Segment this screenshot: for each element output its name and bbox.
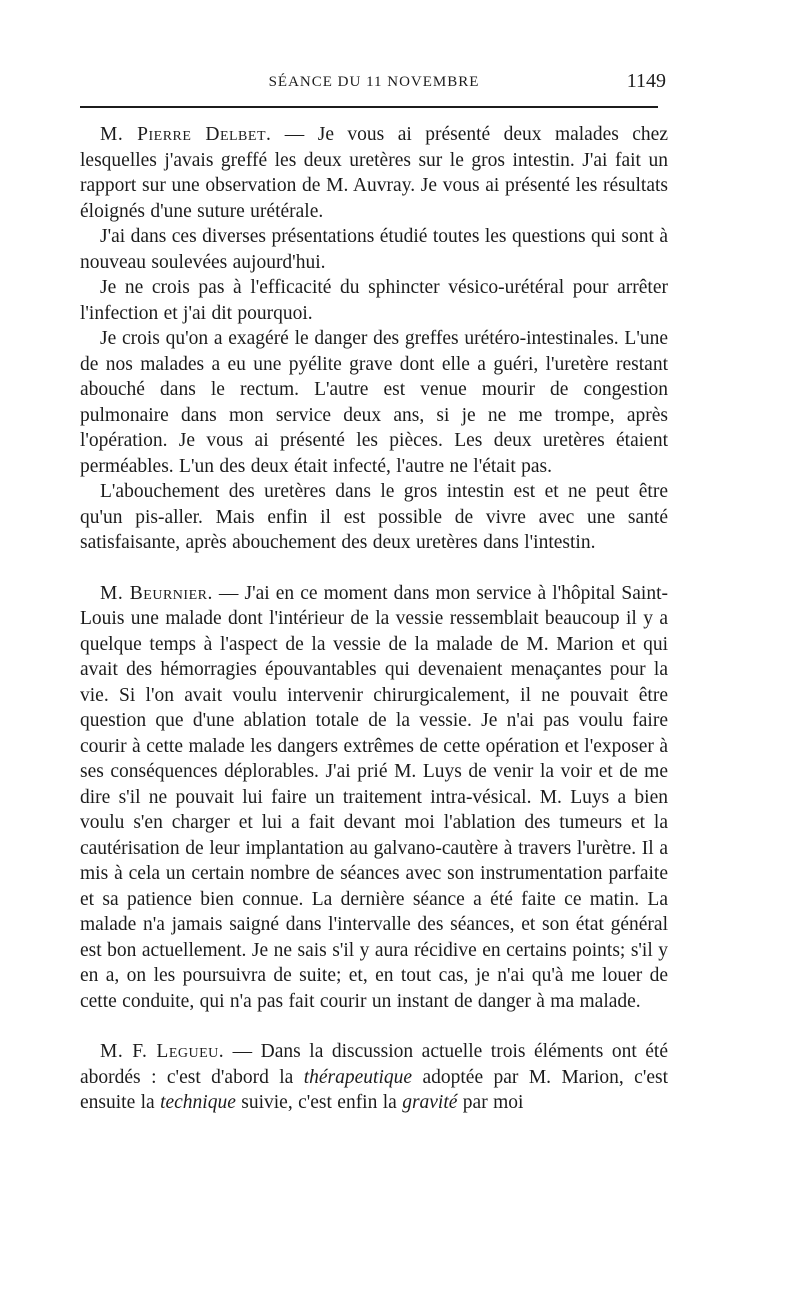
paragraph-text: Je ne crois pas à l'efficacité du sphincter vésico-urétéral pour arrêter l'infection et j'ai dit pourquoi. [80,277,668,324]
paragraph-delbet [80,122,668,224]
italic-term: gravité [402,1092,458,1113]
speaker-name: M. F. Legueu. [100,1041,225,1062]
header-rule [80,106,658,108]
paragraph-text: L'abouchement des uretères dans le gros intestin est et ne peut être qu'un pis-aller. Mais enfin il est possible de vivre avec une santé satisfaisante, après abouchement des deux uretères dans l'intestin. [80,481,668,553]
speaker-name: M. Beurnier. [100,582,213,604]
italic-term: technique [160,1092,236,1113]
page-number: 1149 [626,70,666,92]
paragraph-text: — Je vous ai présenté deux malades chez lesquelles j'avais greffé les deux uretères sur le gros intestin. J'ai fait un rapport sur une observation de M. Auvray. Je vous ai présenté les résultats éloignés d'une suture urétérale. [80,124,668,222]
paragraph [80,275,668,326]
paragraph-text: par moi [457,1092,524,1113]
paragraph [80,326,668,479]
paragraph [80,224,668,275]
paragraph-text: — J'ai en ce moment dans mon service à l'hôpital Saint-Louis une malade dont l'intérieur de la vessie ressemblait beaucoup il y a quelque temps à l'aspect de la vessie de la malade de M. Marion et qui avait des hémorragies épouvantables qui devenaient menaçantes pour la vie. Si l'on avait voulu intervenir chirurgicalement, il ne pouvait être question que d'une ablation totale de la vessie. Je n'ai pas voulu faire courir à cette malade les dangers extrêmes de cette opération et l'exposer à ses conséquences déplorables. J'ai prié M. Luys de venir la voir et de me dire s'il ne pouvait lui faire un traitement intra-vésical. M. Luys a bien voulu s'en charger et lui a fait devant moi l'ablation des tumeurs et la cautérisation de leur implantation au galvano-cautère à travers l'urètre. Il a mis à cela un certain nombre de séances avec son instrumentation parfaite et sa patience bien connue. La dernière séance a été faite ce matin. La malade n'a jamais saigné dans l'intervalle des séances, et son état général est bon actuellement. Je ne sais s'il y aura récidive en certains points; s'il y en a, on les poursuivra de suite; et, en tout cas, je n'ai qu'à me louer de cette conduite, qui n'a pas fait courir un instant de danger à ma malade. [80,582,668,1012]
header-title: SÉANCE DU 11 NOVEMBRE [268,74,480,90]
paragraph-text: adoptée par M. Marion, c'est ensuite la [80,1066,669,1113]
paragraph-beurnier [80,581,668,1015]
paragraph-text: — Dans la discussion actuelle trois éléments ont été abordés : c'est d'abord la [80,1041,668,1088]
paragraph [80,479,668,556]
paragraph-text: Je crois qu'on a exagéré le danger des greffes urétéro-intestinales. L'une de nos malades a eu une pyélite grave dont elle a guéri, l'uretère restant abouché dans le rectum. L'autre est venue mourir de congestion pulmonaire dans mon service deux ans, si je ne me trompe, après l'opération. Je vous ai présenté les pièces. Les deux uretères étaient perméables. L'un des deux était infecté, l'autre ne l'était pas. [80,328,668,477]
paragraph-text: suivie, c'est enfin la [235,1092,403,1113]
italic-term: thérapeutique [303,1066,413,1088]
running-header [80,70,668,100]
paragraph-legueu [80,1039,668,1116]
body-text [80,122,668,1116]
paragraph-text: J'ai dans ces diverses présentations étudié toutes les questions qui sont à nouveau soulevées aujourd'hui. [80,226,668,273]
speaker-name: M. Pierre Delbet. [100,124,272,145]
